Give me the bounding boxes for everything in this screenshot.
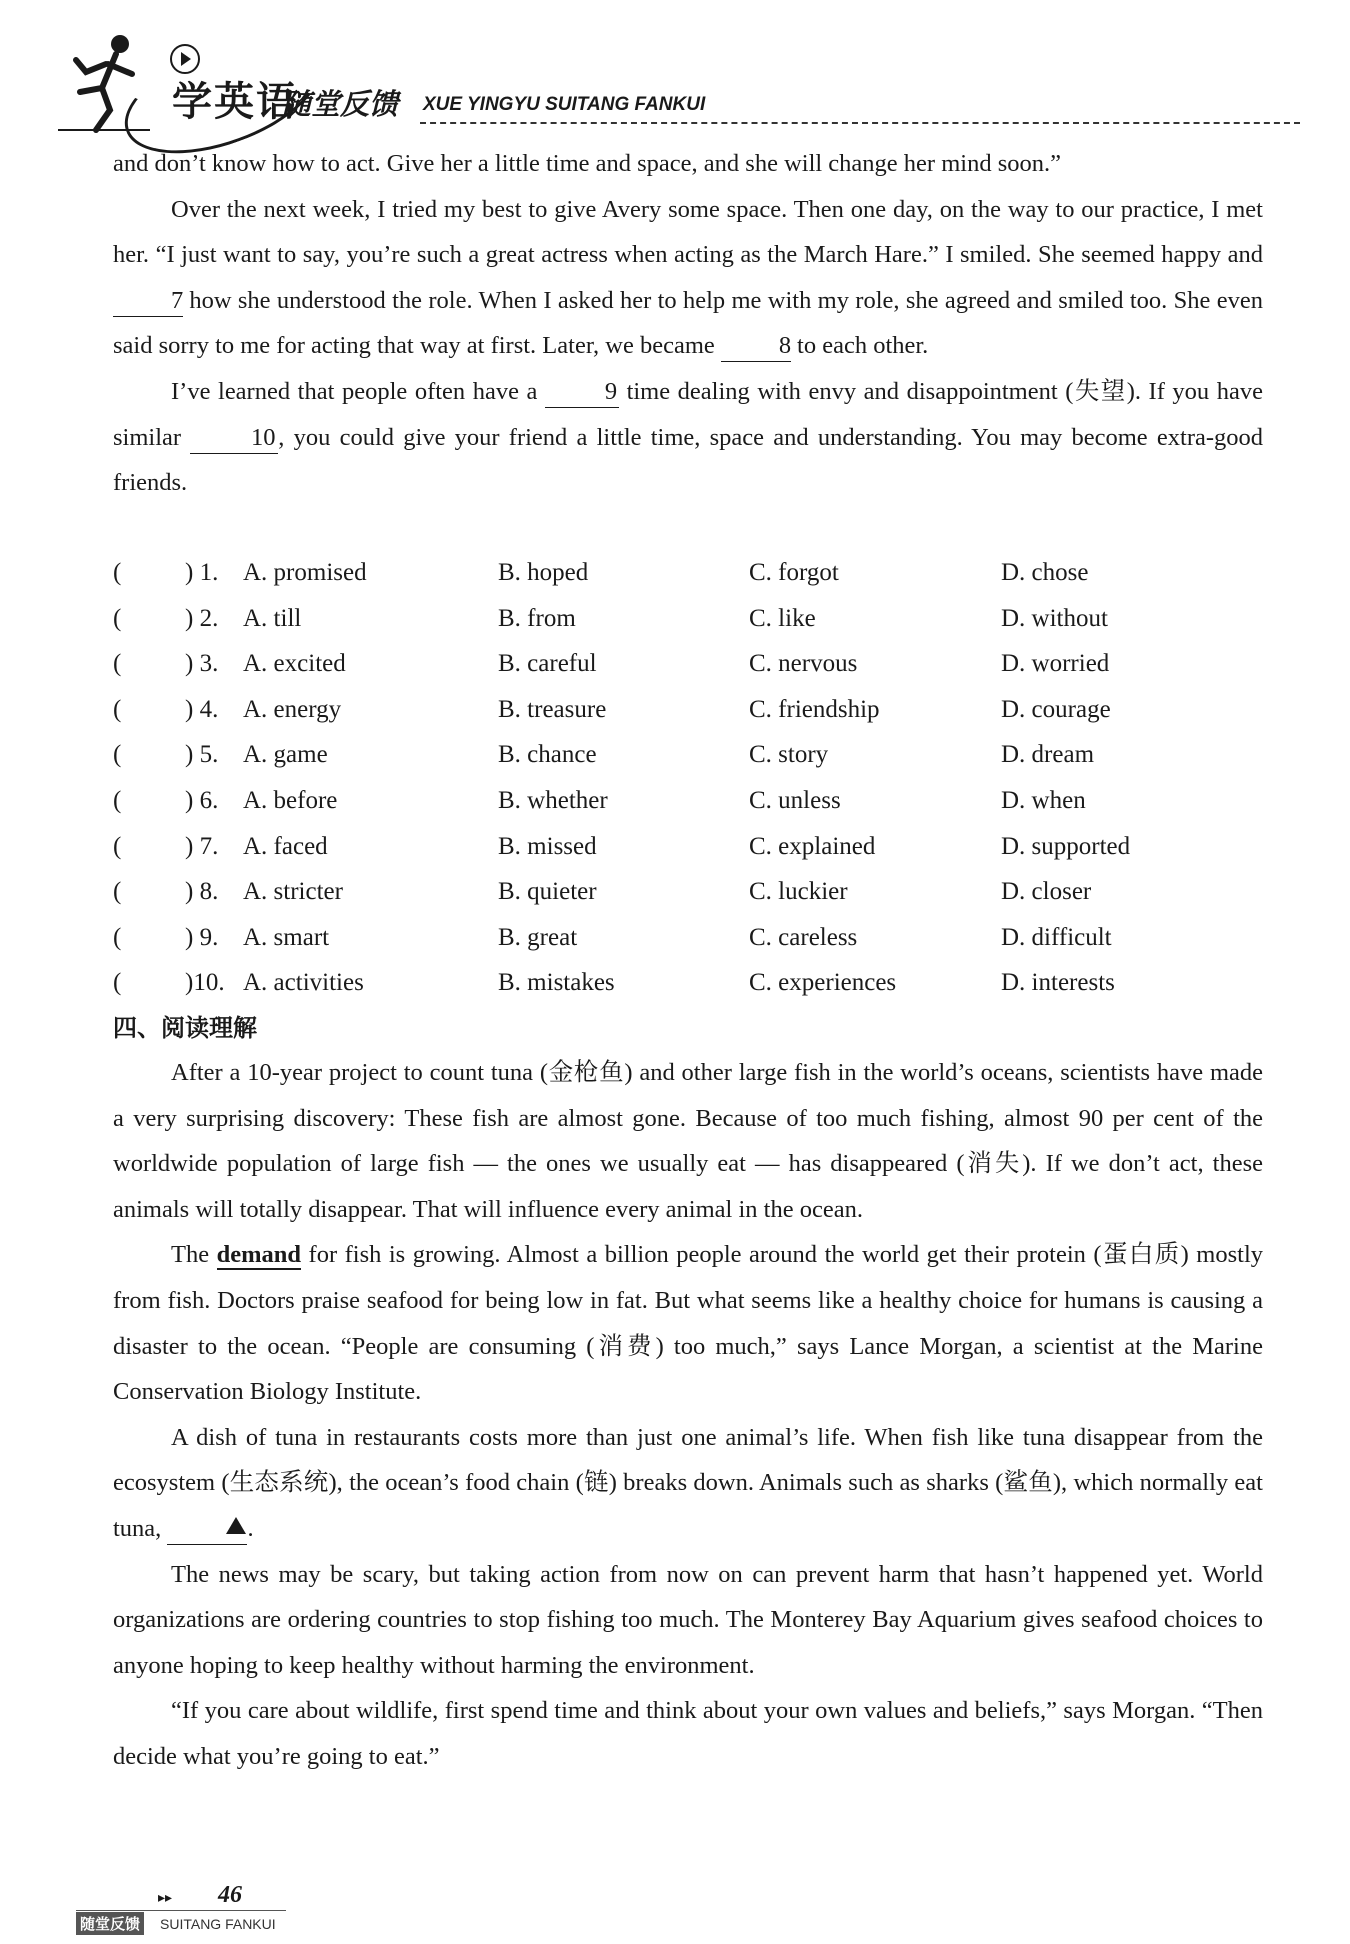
option-b: B. treasure <box>498 695 607 723</box>
question-row <box>113 869 1263 915</box>
option-a: A. till <box>243 604 302 632</box>
option-c: C. explained <box>749 832 876 860</box>
page-number: 46 <box>218 1882 242 1908</box>
passage-paragraph: A dish of tuna in restaurants costs more than just one animal’s life. When fish like tuna disappear from the ecosystem (生态系统), the ocean’s food chain (链) breaks down. Animals such as sharks (鲨鱼), which normally eat tuna, . <box>113 1415 1263 1552</box>
option-a: A. game <box>243 741 328 769</box>
option-a: A. promised <box>243 559 367 586</box>
option-a: A. stricter <box>243 878 343 906</box>
brand-pinyin: XUE YINGYU SUITANG FANKUI <box>423 94 706 115</box>
answer-paren[interactable]: ( <box>113 878 122 906</box>
question-row <box>113 550 1263 596</box>
option-c: C. unless <box>749 786 841 814</box>
blank-8: 8 <box>721 331 791 362</box>
option-d: D. closer <box>1001 878 1092 906</box>
question-number: ) 8. <box>185 878 219 906</box>
question-row <box>113 596 1263 642</box>
section-title: 四、阅读理解 <box>113 1014 257 1042</box>
answer-paren[interactable]: ( <box>113 969 122 997</box>
passage-paragraph: I’ve learned that people often have a 9 time dealing with envy and disappointment (失望). If you have similar 10 , you could give your friend a little time, space and understanding. You may become extra-good friends. <box>113 377 1264 497</box>
passage-paragraph: The news may be scary, but taking action from now on can prevent harm that hasn’t happened yet. World organizations are ordering countries to stop fishing too much. The Monterey Bay Aquarium gives seafood choices to anyone hoping to keep healthy without harming the environment. <box>113 1560 1263 1679</box>
question-list <box>113 550 1263 1006</box>
question-number: ) 6. <box>185 786 219 814</box>
option-d: D. dream <box>1001 741 1095 769</box>
option-d: D. chose <box>1001 559 1089 586</box>
answer-paren[interactable]: ( <box>113 923 122 951</box>
answer-paren[interactable]: ( <box>113 695 122 723</box>
option-b: B. mistakes <box>498 969 615 997</box>
option-a: A. activities <box>243 969 364 997</box>
option-c: C. story <box>749 741 829 769</box>
question-number: ) 1. <box>185 559 219 586</box>
option-b: B. whether <box>498 786 608 814</box>
question-number: ) 5. <box>185 741 219 769</box>
option-d: D. courage <box>1001 695 1111 723</box>
blank-7: 7 <box>113 286 183 317</box>
option-c: C. nervous <box>749 650 858 678</box>
answer-blank[interactable] <box>167 1514 247 1545</box>
option-a: A. before <box>243 786 338 814</box>
blank-9: 9 <box>545 377 619 408</box>
answer-paren[interactable]: ( <box>113 832 122 860</box>
passage-paragraph: Over the next week, I tried my best to give Avery some space. Then one day, on the way to our practice, I met her. “I just want to say, you’re such a great actress when acting as the March Hare.” I smiled. She seemed happy and 7 how she understood the role. When I asked her to help me with my role, she agreed and smiled too. She even said sorry to me for acting that way at first. Later, we became 8 to each other. <box>113 187 1263 369</box>
question-number: ) 2. <box>185 604 219 632</box>
option-b: B. from <box>498 604 576 632</box>
question-number: ) 7. <box>185 832 219 860</box>
passage-paragraph: After a 10-year project to count tuna (金枪鱼) and other large fish in the world’s oceans, scientists have made a very surprising discovery: These fish are almost gone. Because of too much fishing, almost 90 per cent of the worldwide population of large fish — the ones we usually eat — has disappeared (消失). If we don’t act, these animals will totally disappear. That will influence every animal in the ocean. <box>113 1059 1263 1223</box>
question-row <box>113 778 1263 824</box>
option-d: D. without <box>1001 604 1108 632</box>
header-divider <box>420 122 1300 124</box>
question-row <box>113 915 1263 961</box>
option-c: C. experiences <box>749 969 897 997</box>
footer-divider <box>76 1910 286 1911</box>
blank-10: 10 <box>190 423 278 454</box>
passage-paragraph: “If you care about wildlife, first spend time and think about your own values and beliefs,” says Morgan. “Then decide what you’re going to eat.” <box>113 1697 1263 1770</box>
footer-pinyin: SUITANG FANKUI <box>160 1916 276 1932</box>
answer-paren[interactable]: ( <box>113 604 122 632</box>
answer-paren[interactable]: ( <box>113 786 122 814</box>
option-a: A. faced <box>243 832 328 860</box>
option-c: C. careless <box>749 923 858 951</box>
option-c: C. friendship <box>749 695 880 723</box>
cloze-passage <box>113 141 1263 506</box>
option-a: A. smart <box>243 923 330 951</box>
option-b: B. great <box>498 923 578 951</box>
question-number: ) 9. <box>185 923 219 951</box>
option-c: C. like <box>749 604 816 632</box>
option-d: D. interests <box>1001 969 1115 997</box>
page-footer <box>76 1880 376 1940</box>
option-c: C. forgot <box>749 559 839 586</box>
option-b: B. chance <box>498 741 597 769</box>
passage-paragraph: and don’t know how to act. Give her a little time and space, and she will change her mind soon.” <box>113 150 1061 177</box>
option-b: B. quieter <box>498 878 597 906</box>
underlined-word: demand <box>216 1241 302 1269</box>
page-header <box>50 30 1300 140</box>
answer-paren[interactable]: ( <box>113 650 122 678</box>
question-number: ) 4. <box>185 695 219 723</box>
answer-paren[interactable]: ( <box>113 559 122 586</box>
option-a: A. energy <box>243 695 342 723</box>
triangle-icon <box>226 1517 246 1534</box>
option-d: D. difficult <box>1001 923 1112 951</box>
option-d: D. supported <box>1001 832 1131 860</box>
brand-subtitle: 随堂反馈 <box>282 87 399 121</box>
reading-passage <box>113 1050 1263 1780</box>
brand-title: 学英语 <box>172 79 298 125</box>
option-b: B. careful <box>498 650 597 678</box>
option-c: C. luckier <box>749 878 848 906</box>
question-row <box>113 960 1263 1006</box>
option-b: B. hoped <box>498 559 589 586</box>
question-row <box>113 641 1263 687</box>
option-a: A. excited <box>243 650 346 678</box>
arrow-icon: ▸▸ <box>158 1890 173 1906</box>
question-number: )10. <box>185 969 225 997</box>
question-row <box>113 687 1263 733</box>
question-row <box>113 824 1263 870</box>
answer-paren[interactable]: ( <box>113 741 122 769</box>
question-number: ) 3. <box>185 650 219 678</box>
passage-paragraph: The demand for fish is growing. Almost a billion people around the world get their protein (蛋白质) mostly from fish. Doctors praise seafood for being low in fat. But what seems like a healthy choice for humans is causing a disaster to the ocean. “People are consuming (消费) too much,” says Lance Morgan, a scientist at the Marine Conservation Biology Institute. <box>113 1241 1264 1406</box>
option-b: B. missed <box>498 832 597 860</box>
footer-label: 随堂反馈 <box>76 1912 144 1935</box>
option-d: D. worried <box>1001 650 1110 678</box>
option-d: D. when <box>1001 786 1086 814</box>
question-row <box>113 732 1263 778</box>
